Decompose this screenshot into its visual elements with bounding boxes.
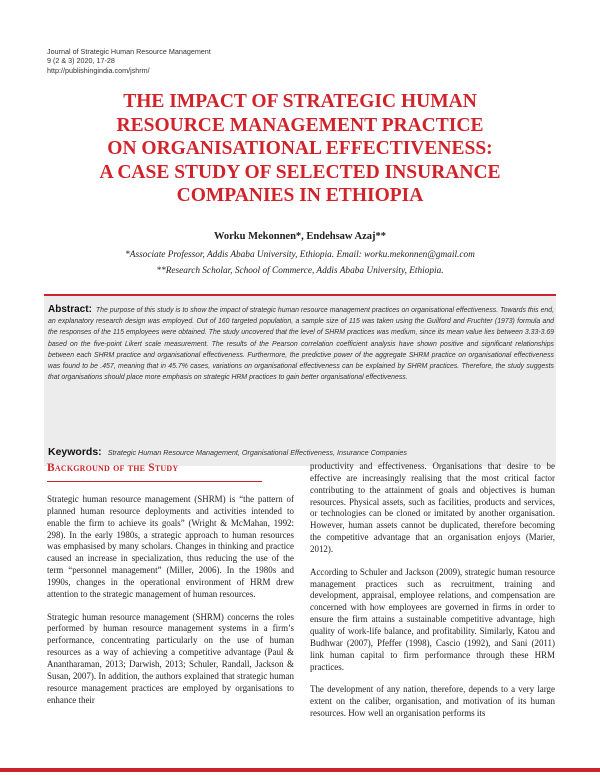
title-line: A CASE STUDY OF SELECTED INSURANCE [99,161,501,183]
abstract [48,304,554,383]
journal-issue: 9 (2 & 3) 2020, 17-28 [47,56,115,66]
paragraph: According to Schuler and Jackson (2009), strategic human resource management practices such as recruitment, training and development, appraisal, employee relations, and compensation are concerned with how employees are governed in firms in order to ensure the firm attains a sustainable competitive advantage, high quality of work-life balance, and profitability. Similarly, Katou and Budhwar (2007), Pfeffer (1998), Cascio (1992), and Sani (2011) link human capital to firm performance through these HRM practices. [310,566,555,672]
keywords-text: Strategic Human Resource Management, Organisational Effectiveness, Insurance Companies [107,448,407,457]
journal-url[interactable]: http://publishingindia.com/jshrm/ [47,65,150,75]
title-line: ON ORGANISATIONAL EFFECTIVENESS: [107,138,493,159]
journal-header [47,47,211,75]
section-heading: Background of the Study [47,462,179,474]
paper-title [40,90,560,208]
authors: Worku Mekonnen*, Endehsaw Azaj** [213,231,387,242]
paragraph: Strategic human resource management (SHRM) is “the pattern of planned human resource deployments and activities intended to enable the firm to achieve its goals” (Wright & McMahan, 1992: 298). In the early 1980s, a strategic approach to human resources was emphasised by many scholars. Changes in thinking and practice caused an increase in specialization, thus reducing the use of the term “personnel management” (Miller, 2006). In the 1980s and 1990s, changes in the operational environment of HRM drew attention to the strategic management of human resources. [47,494,294,599]
keywords [48,446,407,458]
footer-bar [0,768,600,772]
affiliation-2: **Research Scholar, School of Commerce, Addis Ababa University, Ethiopia. [156,266,444,276]
title-line: RESOURCE MANAGEMENT PRACTICE [116,114,484,136]
heading-rule [47,481,262,482]
title-line: COMPANIES IN ETHIOPIA [176,185,424,206]
paragraph: productivity and effectiveness. Organisations that desire to be effective are increasingly realising that the most critical factor contributing to the attainment of goals and objectives is human resources. Physical assets, such as facilities, products and services, or technologies can be cloned or imitated by another organisation. However, human assets cannot be duplicated, therefore becoming the competitive advantage that an organisation enjoys (Marier, 2012). [310,461,555,554]
title-line: THE IMPACT OF STRATEGIC HUMAN [123,91,477,112]
abstract-label: Abstract: [48,304,92,315]
abstract-box [44,294,556,466]
right-column [310,461,555,731]
journal-name: Journal of Strategic Human Resource Management [47,47,211,56]
paragraph: Strategic human resource management (SHRM) concerns the roles performed by human resource management systems in a firm’s performance, concentrating particularly on the use of human resources as a way of achieving a competitive advantage (Paul & Anantharaman, 2013; Darwish, 2013; Schuler, Randall, Jackson & Susan, 2007). In addition, the authors explained that strategic human resource management practices are employed by organisations to enhance their [47,611,294,705]
left-column [47,494,294,717]
affiliation-1: *Associate Professor, Addis Ababa University, Ethiopia. Email: worku.mekonnen@gmail.com [125,250,475,260]
abstract-text: The purpose of this study is to show the impact of strategic human resource management practices on organisational effectiveness. Towards this end, an explanatory research design was employed. Out of 160 targeted population, a sample size of 115 was taken using the Guilford and Fruchter (1973) formula and the responses of the 115 employees were obtained. The study uncovered that the level of SHRM practices was medium, since its mean value lies between 3.33-3.69 based on the five-point Likert scale measurement. The results of the Pearson correlation coefficient analysis have shown positive and significant relationships between each SHRM practice and organisational effectiveness. Furthermore, the predictive power of the aggregate SHRM practice on organisational effectiveness was found to be .457, meaning that in 45.7% cases, variations on organisational effectiveness can be explained by SHRM practices. Therefore, the study suggests that organisations should place more emphasis on strategic HRM practices to gain better organisational effectiveness. [48,307,554,382]
keywords-label: Keywords: [48,446,102,458]
paragraph: The development of any nation, therefore, depends to a very large extent on the caliber, organisation, and motivation of its human resources. How well an organisation performs its [310,684,555,719]
